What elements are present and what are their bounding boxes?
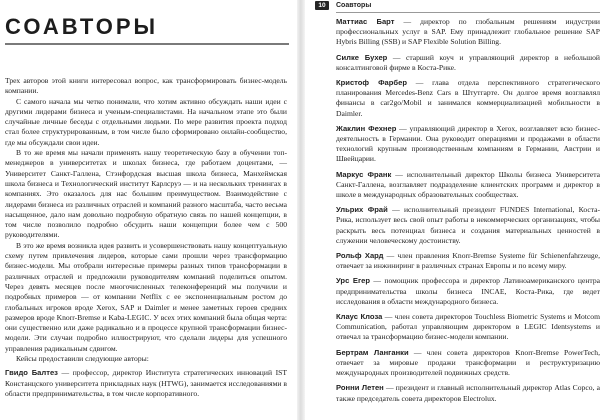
page-number-badge: 10	[315, 1, 329, 10]
bio-name: Силке Бухер	[336, 52, 388, 62]
bio-text: — член совета директоров Knorr-Bremse PowerTech, отвечает за мировые продажи трансформации и реструктуризацию международных производителей подвижных средств.	[336, 347, 600, 378]
bio-text: — профессор, директор Института стратегических инноваций IST Констанцского университета прикладных наук (HTWG), занимается исследованиями в области предпринимательства, в том числе корпоративного.	[5, 368, 287, 398]
header-divider	[336, 12, 600, 13]
left-page	[0, 0, 296, 420]
bio-name: Ронни Летен	[336, 383, 384, 393]
book-gutter	[297, 0, 305, 420]
bio-name: Маттиас Барт	[336, 17, 395, 26]
body-paragraph: В то же время мы начали применять нашу теоретическую базу в обучении топ-менеджеров в университетах и школах бизнеса, где работаем доцентами, — Университет Санкт-Галлена, Стэнфордская высшая школа бизнеса, Манхеймская школа бизнеса и Технологический институт Карлсруэ — и на нескольких тренингах в компаниях. Это оказалось для нас большим преимуществом. Взаимодействие с лидерами бизнеса из различных отраслей и компаний разного масштаба, часто весьма насыщенное, дало нам довольно подробную обратную связь по нашей концепции, в том числе позволило подробно обсудить наши концепции более чем с 500 руководителями.	[5, 148, 287, 240]
bio-name: Урс Егер	[336, 276, 370, 286]
bio-name: Бертрам Ланганки	[336, 347, 409, 357]
bio-entry	[336, 53, 600, 73]
bio-name: Рольф Хард	[336, 251, 384, 261]
bio-entry	[336, 205, 600, 246]
right-page	[306, 0, 600, 420]
bio-entry	[336, 348, 600, 379]
bio-text: — член правления Knorr-Bremse Systeme für Schienenfahrzeuge, отвечает за инжиниринг в различных странах Европы и по всему миру.	[336, 251, 600, 271]
bio-entry	[5, 368, 287, 399]
cases-intro: Кейсы предоставили следующие авторы:	[16, 354, 149, 364]
bio-entry	[336, 170, 600, 201]
bio-entry	[336, 383, 600, 403]
bio-entry	[336, 276, 600, 307]
body-paragraph: В это же время возникла идея развить и усовершенствовать нашу концептуальную схему путем привлечения лидеров, которые сами прошли через трансформацию бизнес-модели. Мы отобрали интересные примеры разных типов трансформации в различных отраслей и предложили руководителям компаний поделиться опытом. Через девять месяцев после многочисленных телеконференций мы получили и подробных примеров — от компании Netflix с ее экспоненциальным ростом до глобальных игроков вроде Xerox, SAP и Daimler и менее заметных героев средних размеров вроде Knorr-Bremse и Kaba-LEGIC. У всех этих компаний была общая черта: они существенно или даже радикально и в процессе крупной трансформации бизнес-модели. Эти случаи подробно иллюстрируют, что сделали лидеры для успешного управления радикальным сдвигом.	[5, 240, 287, 353]
bio-text: — управляющий директор в Xerox, возглавляет всю бизнес-деятельность в Германии. Она руководит операциями и продажами в области технологий крупным производственным компаниям в Германии, Австрии и Швейцарии.	[336, 123, 600, 164]
bio-text: — президент и главный исполнительный директор Atlas Copco, а также председатель совета директоров Electrolux.	[336, 383, 600, 403]
bio-list	[336, 17, 600, 409]
bio-entry	[336, 78, 600, 119]
bio-name: Жаклин Фехнер	[336, 123, 397, 133]
bio-name: Кристоф Фарбер	[336, 78, 407, 88]
running-head: Соавторы	[336, 2, 372, 9]
bio-entry	[336, 251, 600, 271]
body-paragraph: С самого начала мы четко понимали, что хотим активно обсуждать наши идеи с другими лидерами бизнеса и ученым-специалистами. На начальном этапе это были случайные личные беседы с отдельными людьми. По мере развития проекта подход стал более структурированным, в том числе было сформировано онлайн-сообщество, где мы обсуждали свои идеи.	[5, 96, 287, 147]
bio-name: Маркус Франк	[336, 169, 392, 179]
bio-name: Клаус Клоза	[336, 312, 383, 322]
left-body-text	[5, 76, 287, 399]
title-divider	[5, 43, 289, 45]
bio-text: — член совета директоров Touchless Biometric Systems и Motcom Communication, работал управляющим директором в LEGIC Identsystems и отвечал за трансформацию бизнес-модели компании.	[336, 312, 600, 342]
page-title: СОАВТОРЫ	[5, 14, 159, 39]
bio-entry	[336, 312, 600, 343]
bio-name: Ульрих Фрай	[336, 205, 388, 215]
bio-entry	[336, 124, 600, 165]
bio-entry	[336, 17, 600, 48]
bio-text: — старший коуч и управляющий директор в небольшой консалтинговой фирме в Коста-Рике.	[336, 52, 600, 72]
bio-text: — исполнительный президент FUNDES International, Коста-Рика, использует весь свой опыт работы в некоммерческих организациях, чтобы раскрыть весь потенциал бизнеса и создания материальных ценностей в служении человеческому достоинству.	[336, 205, 600, 245]
bio-name: Гвидо Балтез	[5, 368, 58, 378]
bio-text: — помощник профессора и директор Латиноамериканского центра предпринимательства школы бизнеса INCAE, Коста-Рика, где ведет исследования в области международного бизнеса.	[336, 276, 600, 306]
bio-text: — глава отдела перспективного стратегического планирования Mercedes-Benz Cars в Штутгарте. Он долгое время возглавлял финансы в car2go/Mobil и занимался коммерциализацией мобильности в Daimler.	[336, 78, 600, 118]
bio-text: — директор по глобальным решениям индустрии профессиональных услуг в SAP. Ему принадлежит глобальное решение SAP Hybris Billing (SSB) и SAP Flexible Solution Billing.	[336, 17, 600, 47]
bio-text: — исполнительный директор Школы бизнеса Университета Санкт-Галлена, возглавляет подразделение клиентских программ и директор в школе в международных образовательных сообществах.	[336, 169, 600, 200]
intro-paragraph: Трех авторов этой книги интересовал вопрос, как трансформировать бизнес-модель компании.	[5, 76, 287, 96]
